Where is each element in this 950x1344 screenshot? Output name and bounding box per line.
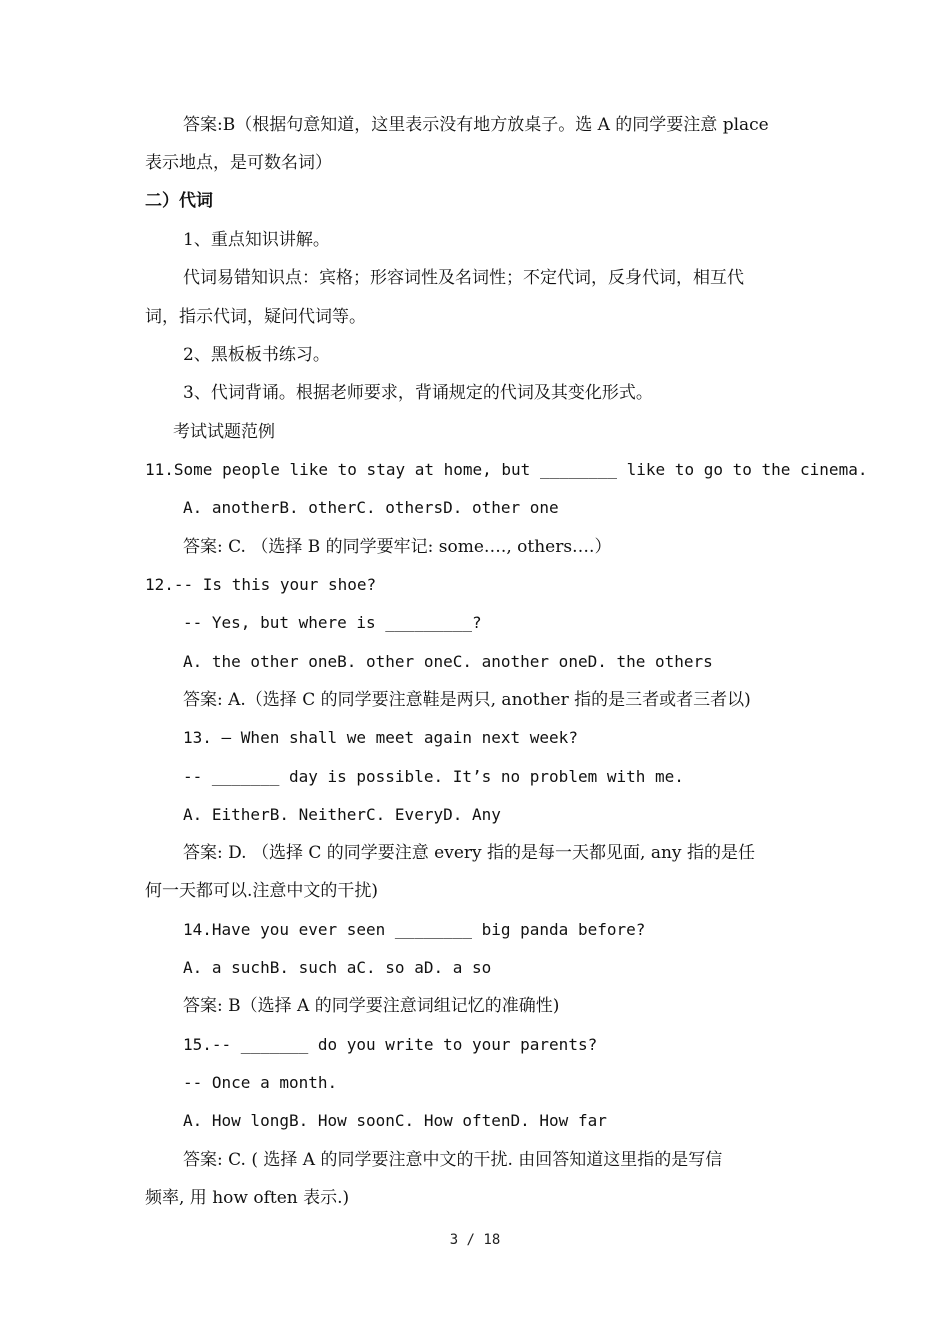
dialogue-line: -- _______ day is possible. It’s no problem with me.: [183, 767, 684, 786]
section-heading: 二）代词: [145, 191, 213, 211]
question-14: 14.Have you ever seen ________ big panda before?: [183, 920, 646, 939]
options-12: A. the other oneB. other oneC. another oneD. the others: [183, 652, 713, 671]
text-line: 2、黑板板书练习。: [183, 345, 330, 365]
answer-13: 答案: D. （选择 C 的同学要注意 every 指的是每一天都见面, any 指的是任: [183, 843, 755, 863]
text-line: 3、代词背诵。根据老师要求，背诵规定的代词及其变化形式。: [183, 383, 653, 403]
options-13: A. EitherB. NeitherC. EveryD. Any: [183, 805, 501, 824]
text-line: 词，指示代词，疑问代词等。: [145, 307, 366, 327]
answer-11: 答案: C. （选择 B 的同学要牢记: some…., others….）: [183, 537, 612, 557]
options-15: A. How longB. How soonC. How oftenD. How far: [183, 1111, 607, 1130]
text-line: 频率, 用 how often 表示.): [145, 1188, 350, 1208]
answer-15: 答案: C. ( 选择 A 的同学要注意中文的干扰. 由回答知道这里指的是写信: [183, 1150, 723, 1170]
text-line: 表示地点，是可数名词）: [145, 153, 332, 173]
answer-12: 答案: A.（选择 C 的同学要注意鞋是两只, another 指的是三者或者三者以): [183, 690, 751, 710]
text-line: 代词易错知识点：宾格；形容词性及名词性；不定代词，反身代词，相互代: [183, 268, 744, 288]
dialogue-line: -- Once a month.: [183, 1073, 338, 1092]
answer-14: 答案: B（选择 A 的同学要注意词组记忆的准确性): [183, 996, 560, 1016]
dialogue-line: -- Yes, but where is _________?: [183, 613, 482, 632]
options-14: A. a suchB. such aC. so aD. a so: [183, 958, 492, 977]
subheading: 考试试题范例: [173, 422, 275, 442]
question-13: 13. – When shall we meet again next week?: [183, 728, 578, 747]
question-15: 15.-- _______ do you write to your parents?: [183, 1035, 598, 1054]
options-11: A. anotherB. otherC. othersD. other one: [183, 498, 559, 517]
text-line: 何一天都可以.注意中文的干扰): [145, 881, 379, 901]
answer-line: 答案:B（根据句意知道，这里表示没有地方放桌子。选 A 的同学要注意 place: [183, 115, 769, 135]
page-number: 3 / 18: [449, 1232, 501, 1248]
question-12: 12.-- Is this your shoe?: [145, 575, 377, 594]
text-line: 1、重点知识讲解。: [183, 230, 330, 250]
question-11: 11.Some people like to stay at home, but ________ like to go to the cinema.: [145, 460, 868, 479]
